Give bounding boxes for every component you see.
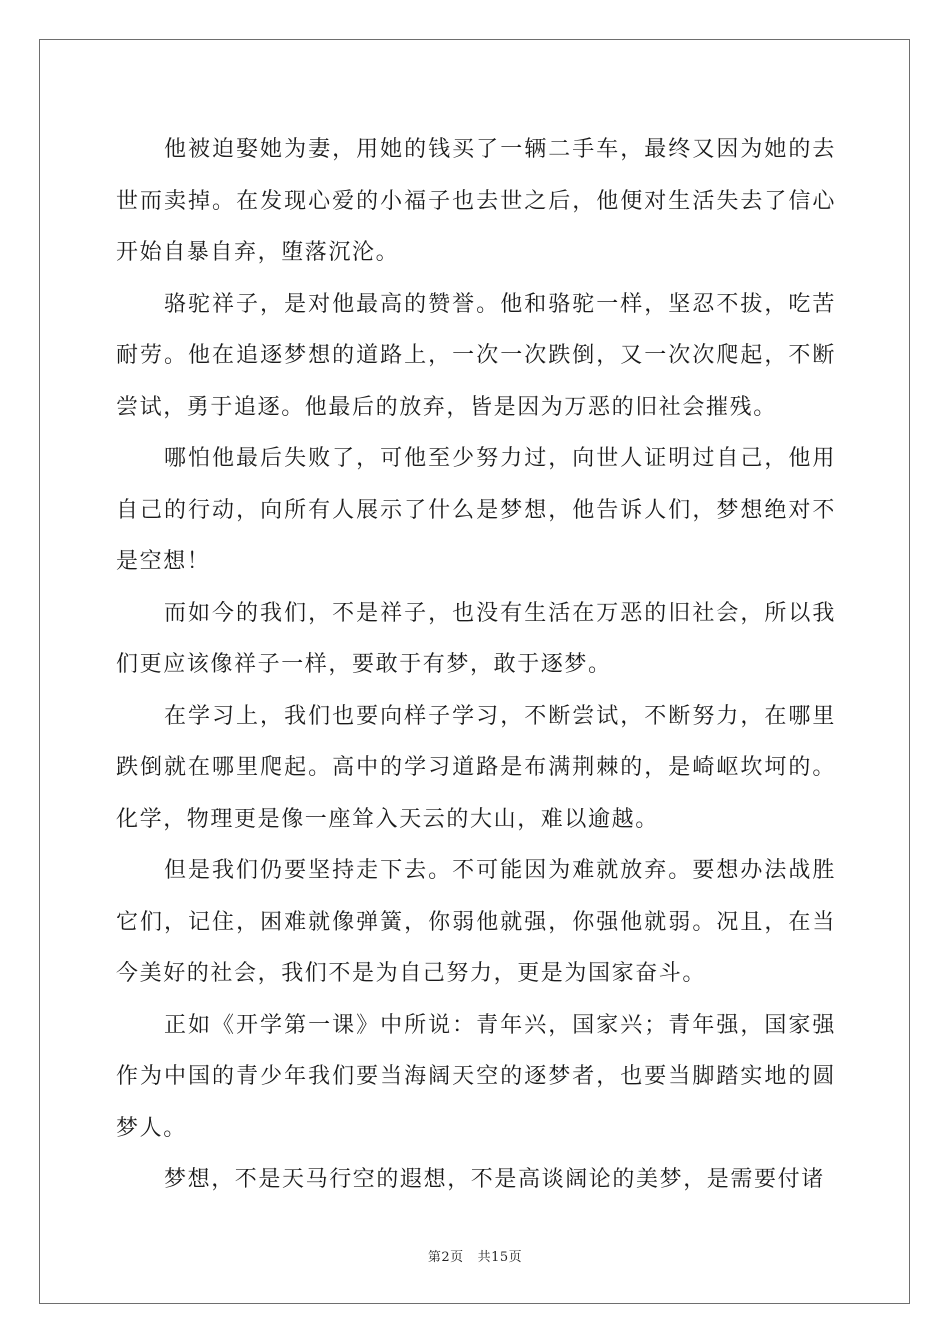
document-body: [116, 124, 836, 1206]
page-footer: [0, 1246, 950, 1265]
paragraph-5: 在学习上，我们也要向样子学习，不断尝试，不断努力，在哪里跌倒就在哪里爬起。高中的学习道路是布满荆棘的，是崎岖坎坷的。化学，物理更是像一座耸入天云的大山，难以逾越。: [116, 703, 836, 832]
page-number: 第2页: [427, 1250, 464, 1265]
page-total: 共15页: [477, 1250, 523, 1265]
paragraph-6: 但是我们仍要坚持走下去。不可能因为难就放弃。要想办法战胜它们，记住，困难就像弹簧，你弱他就强，你强他就弱。况且，在当今美好的社会，我们不是为自己努力，更是为国家奋斗。: [116, 858, 836, 986]
paragraph-4: 而如今的我们，不是祥子，也没有生活在万恶的旧社会，所以我们更应该像祥子一样，要敢于有梦，敢于逐梦。: [116, 600, 836, 677]
paragraph-2: 骆驼祥子，是对他最高的赞誉。他和骆驼一样，坚忍不拔，吃苦耐劳。他在追逐梦想的道路上，一次一次跌倒，又一次次爬起，不断尝试，勇于追逐。他最后的放弃，皆是因为万恶的旧社会摧残。: [116, 291, 836, 420]
paragraph-7: 正如《开学第一课》中所说：青年兴，国家兴；青年强，国家强作为中国的青少年我们要当海阔天空的逐梦者，也要当脚踏实地的圆梦人。: [116, 1012, 836, 1141]
paragraph-8: 梦想，不是天马行空的遐想，不是高谈阔论的美梦，是需要付诸: [164, 1167, 825, 1192]
paragraph-1: 他被迫娶她为妻，用她的钱买了一辆二手车，最终又因为她的去世而卖掉。在发现心爱的小福子也去世之后，他便对生活失去了信心开始自暴自弃，堕落沉沦。: [116, 137, 836, 265]
paragraph-3: 哪怕他最后失败了，可他至少努力过，向世人证明过自己，他用自己的行动，向所有人展示了什么是梦想，他告诉人们，梦想绝对不是空想！: [116, 446, 836, 574]
